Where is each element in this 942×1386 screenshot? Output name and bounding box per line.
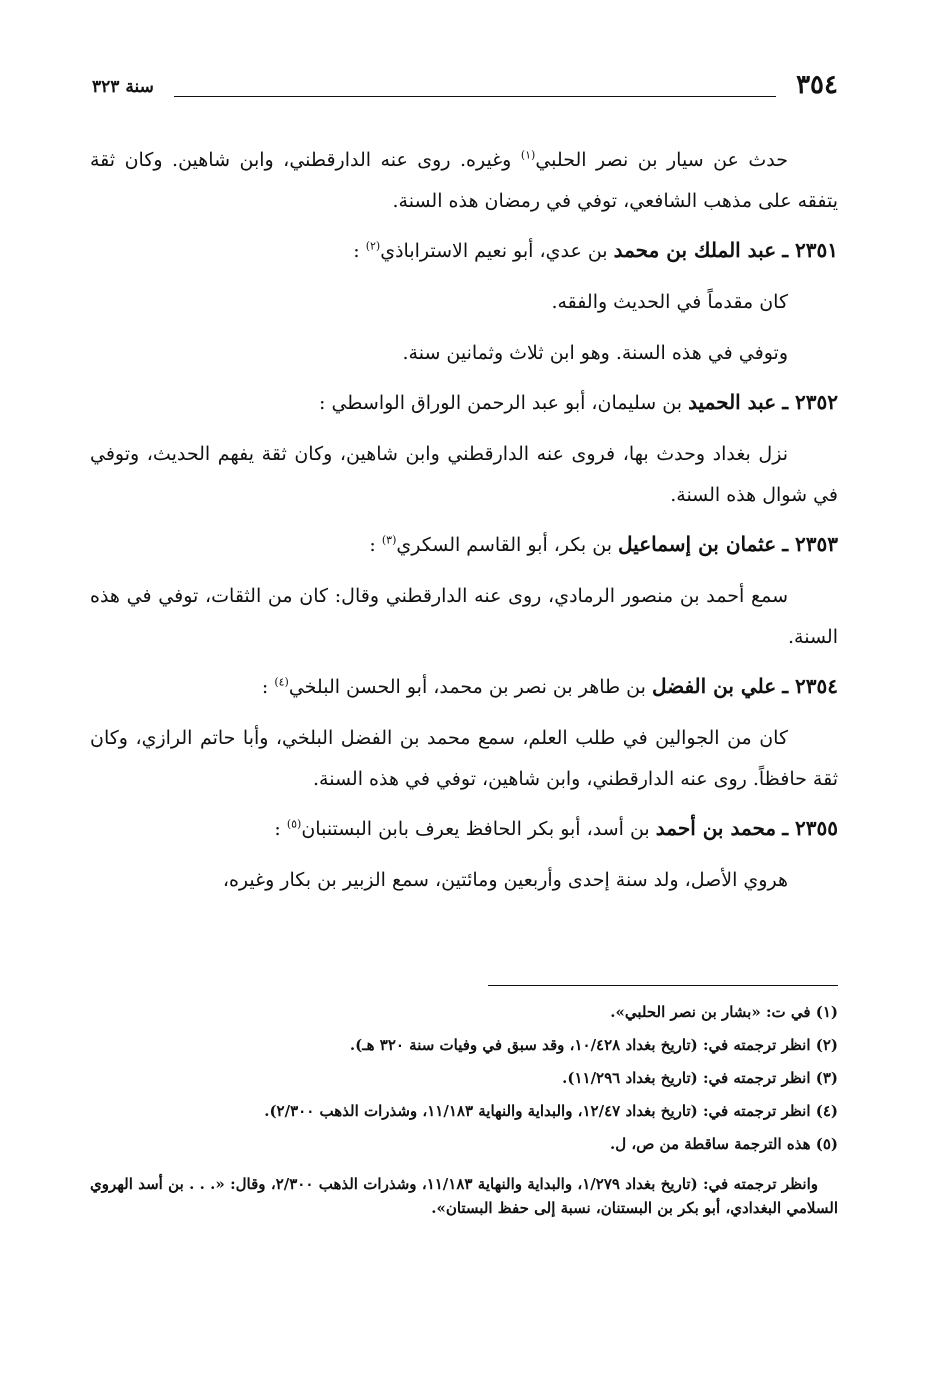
- entry-number: ٢٣٥١ ـ: [782, 238, 838, 262]
- entry-name: محمد بن أحمد: [655, 816, 777, 840]
- entry-number: ٢٣٥٥ ـ: [782, 816, 838, 840]
- entry-heading-2354: [90, 666, 838, 708]
- entry-heading-2351: [90, 230, 838, 272]
- entry-name: عبد الملك بن محمد: [613, 238, 777, 262]
- footnote-ref[interactable]: (٥): [286, 817, 302, 831]
- footnote-3: (٣) انظر ترجمته في: (تاريخ بغداد ١١/٢٩٦).: [562, 1069, 838, 1087]
- paragraph-intro: [90, 140, 838, 222]
- footnote-4: (٤) انظر ترجمته في: (تاريخ بغداد ١٢/٤٧، والبداية والنهاية ١١/١٨٣، وشذرات الذهب ٢/٣٠٠).: [264, 1102, 838, 1120]
- paragraph-text: حدث عن سيار بن نصر الحلبي: [535, 149, 788, 171]
- footnote-rule: [488, 985, 838, 986]
- entry-lineage: بن عدي، أبو نعيم الاستراباذي: [380, 240, 614, 262]
- page-number: ٣٥٤: [796, 70, 838, 100]
- paragraph-2352: نزل بغداد وحدث بها، فروى عنه الدارقطني وابن شاهين، وكان ثقة يفهم الحديث، وتوفي في شوال هذه السنة.: [90, 443, 838, 506]
- entry-heading-2352: [90, 382, 838, 424]
- year-label: سنة ٣٢٣: [92, 77, 154, 97]
- entry-number: ٢٣٥٤ ـ: [782, 674, 838, 698]
- header-rule: [174, 96, 776, 97]
- entry-lineage: بن بكر، أبو القاسم السكري: [396, 534, 619, 556]
- footnote-5: (٥) هذه الترجمة ساقطة من ص، ل.: [610, 1135, 838, 1153]
- footnote-ref[interactable]: (٣): [381, 533, 397, 547]
- entry-lineage: بن طاهر بن نصر بن محمد، أبو الحسن البلخي: [288, 676, 652, 698]
- footnote-2: (٢) انظر ترجمته في: (تاريخ بغداد ١٠/٤٢٨، وقد سبق في وفيات سنة ٣٢٠ هـ).: [349, 1036, 838, 1054]
- entry-colon: :: [369, 534, 382, 556]
- footnotes: [90, 1000, 838, 1229]
- footnote-5-continued: وانظر ترجمته في: (تاريخ بغداد ١/٢٧٩، والبداية والنهاية ١١/١٨٣، وشذرات الذهب ٢/٣٠٠، وقال: «. . . بن أسد الهروي السلامي البغدادي، أبو بكر بن البستنان، نسبة إلى حفظ البستان».: [90, 1175, 838, 1217]
- entry-lineage: بن سليمان، أبو عبد الرحمن الوراق الواسطي :: [319, 392, 689, 414]
- entry-colon: :: [353, 240, 366, 262]
- paragraph-text: وغيره. روى عنه الدارقطني، وابن شاهين. وكان ثقة يتفقه على مذهب الشافعي، توفي في رمضان هذه السنة.: [90, 149, 838, 212]
- entry-name: علي بن الفضل: [651, 674, 777, 698]
- entry-heading-2355: [90, 808, 838, 850]
- paragraph-2353: سمع أحمد بن منصور الرمادي، روى عنه الدارقطني وقال: كان من الثقات، توفي في هذه السنة.: [90, 585, 838, 648]
- paragraph-2351b: وتوفي في هذه السنة. وهو ابن ثلاث وثمانين سنة.: [402, 342, 788, 364]
- paragraph-2355: هروي الأصل، ولد سنة إحدى وأربعين ومائتين، سمع الزبير بن بكار وغيره،: [222, 869, 788, 891]
- footnote-ref[interactable]: (٤): [274, 675, 289, 689]
- body-text: [90, 140, 838, 901]
- footnote-1: (١) في ت: «بشار بن نصر الحلبي».: [610, 1003, 838, 1021]
- entry-name: عثمان بن إسماعيل: [618, 532, 777, 556]
- entry-lineage: بن أسد، أبو بكر الحافظ يعرف بابن البستنبان: [301, 818, 656, 840]
- running-header: [92, 70, 838, 106]
- paragraph-2351a: كان مقدماً في الحديث والفقه.: [551, 291, 788, 313]
- entry-colon: :: [261, 676, 275, 698]
- entry-heading-2353: [90, 524, 838, 566]
- entry-name: عبد الحميد: [688, 390, 777, 414]
- entry-number: ٢٣٥٢ ـ: [782, 390, 838, 414]
- paragraph-2354: كان من الجوالين في طلب العلم، سمع محمد بن الفضل البلخي، وأبا حاتم الرازي، وكان ثقة حافظاً. روى عنه الدارقطني، وابن شاهين، توفي في هذه السنة.: [90, 727, 838, 790]
- footnote-ref[interactable]: (١): [520, 148, 536, 162]
- entry-number: ٢٣٥٣ ـ: [782, 532, 838, 556]
- footnote-ref[interactable]: (٢): [365, 239, 381, 253]
- entry-colon: :: [274, 818, 287, 840]
